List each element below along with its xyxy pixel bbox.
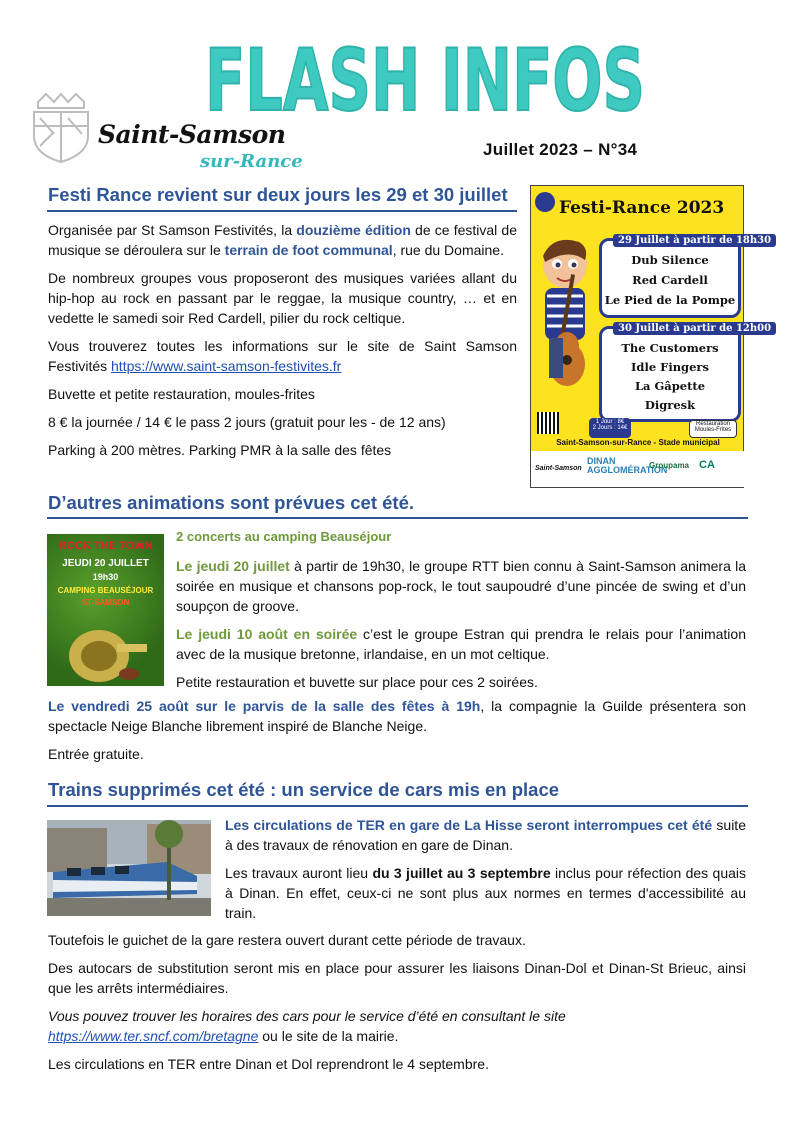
paragraph: Les travaux auront lieu du 3 juillet au 3 septembre inclus pour réfection des quais à Dinan. En effet, ceux-ci ne sont plus aux normes en termes d'accessibilité au train. xyxy=(225,865,747,921)
poster-title: Festi-Rance 2023 xyxy=(559,198,725,218)
band-name: Red Cardell xyxy=(632,273,708,287)
band-name: Dub Silence xyxy=(631,253,709,267)
subheading: 2 concerts au camping Beauséjour xyxy=(176,529,392,544)
day1-box xyxy=(599,238,741,318)
section1-heading: Festi Rance revient sur deux jours les 29 et 30 juillet xyxy=(48,184,508,205)
paragraph: Organisée par St Samson Festivités, la douzième édition de ce festival de musique se déroulera sur le terrain de foot communal, rue du Domaine. xyxy=(48,222,517,258)
svg-text:FLASH INFOS: FLASH INFOS xyxy=(205,31,645,131)
day2-box xyxy=(599,326,741,422)
paragraph: Vous trouverez toutes les informations sur le site de Saint Samson Festivités https://www.saint-samson-festivites.fr xyxy=(48,338,517,374)
section3-right-body xyxy=(225,815,746,923)
qr-code-icon xyxy=(537,412,559,434)
issue-date: Juillet 2023 – N°34 xyxy=(483,140,638,159)
band-name: Digresk xyxy=(644,398,696,412)
paragraph: Petite restauration et buvette sur place pour ces 2 soirées. xyxy=(176,674,538,690)
ter-link[interactable]: https://www.ter.sncf.com/bretagne xyxy=(48,1028,259,1044)
paragraph: Le vendredi 25 août sur le parvis de la salle des fêtes à 19h, la compagnie la Guilde présentera son spectacle Neige Blanche librement inspiré de Blanche Neige. xyxy=(48,698,746,734)
paragraph: Toutefois le guichet de la gare restera ouvert durant cette période de travaux. xyxy=(48,932,526,948)
paragraph: Le jeudi 20 juillet à partir de 19h30, le groupe RTT bien connu à Saint-Samson animera la soirée en musique et chansons pop-rock, le tout saupoudré d’une pincée de swing et d’un soupçon de groove. xyxy=(176,558,746,614)
day1-date: 29 Juillet à partir de 18h30 xyxy=(613,234,776,247)
guitarist-illustration-icon xyxy=(535,234,603,404)
sponsor-logo: CA xyxy=(699,459,715,471)
sponsor-logo: DINAN AGGLOMÉRATION xyxy=(587,456,668,475)
band-name: Le Pied de la Pompe xyxy=(604,293,736,307)
section2-right-body xyxy=(176,527,746,692)
sponsor-logo: Groupama xyxy=(649,461,690,470)
price-card: 1 Jour : 8€ 2 Jours : 14€ xyxy=(589,418,631,438)
badge-icon xyxy=(535,192,555,212)
section1-body xyxy=(48,220,517,460)
section2-heading: D’autres animations sont prévues cet été. xyxy=(48,492,415,513)
train-photo xyxy=(47,820,211,916)
paragraph: Entrée gratuite. xyxy=(48,746,144,762)
festi-rance-poster xyxy=(530,185,772,488)
day2-date: 30 Juillet à partir de 12h00 xyxy=(613,322,776,335)
paragraph: 8 € la journée / 14 € le pass 2 jours (gratuit pour les - de 12 ans) xyxy=(48,414,446,430)
trumpet-icon xyxy=(59,614,149,684)
logo-sur-rance: sur-Rance xyxy=(200,151,303,172)
paragraph: Le jeudi 10 août en soirée c’est le groupe Estran qui prendra le relais pour l’animation avec de la musique bretonne, irlandaise, en un mot celtique. xyxy=(176,626,746,662)
section2-rule xyxy=(47,517,748,519)
paragraph: Vous pouvez trouver les horaires des cars pour le service d’été en consultant le site https://www.ter.sncf.com/bretagne ou le site de la mairie. xyxy=(48,1008,566,1044)
band-name: The Customers xyxy=(621,341,719,355)
poster-sponsors xyxy=(531,451,745,487)
paragraph: Buvette et petite restauration, moules-frites xyxy=(48,386,315,402)
band-name: Idle Fingers xyxy=(631,360,709,374)
paragraph: Les circulations en TER entre Dinan et Dol reprendront le 4 septembre. xyxy=(48,1056,489,1072)
poster-venue: Saint-Samson-sur-Rance - Stade municipal xyxy=(556,438,720,447)
paragraph: Des autocars de substitution seront mis en place pour assurer les liaisons Dinan-Dol et Dinan-St Brieuc, ainsi que les arrêts intermédiaires. xyxy=(48,960,746,996)
section3-bottom-body xyxy=(48,930,746,1074)
sponsor-logo: Saint-Samson xyxy=(535,465,582,472)
town-crest-icon xyxy=(26,88,96,164)
paragraph: Les circulations de TER en gare de La Hisse seront interrompues cet été suite à des travaux de rénovation en gare de Dinan. xyxy=(225,817,746,853)
paragraph: De nombreux groupes vous proposeront des musiques variées allant du hip-hop au rock en passant par le reggae, la musique country, … et en vedette le samedi soir Red Cardell, pilier du rock celtique. xyxy=(48,270,517,326)
festivites-link[interactable]: https://www.saint-samson-festivites.fr xyxy=(111,358,342,374)
band-name: La Gâpette xyxy=(634,379,706,393)
section3-heading: Trains supprimés cet été : un service de cars mis en place xyxy=(48,779,560,800)
rock-the-town-photo: ROCK THE TOWN JEUDI 20 JUILLET 19h30 CAMPING BEAUSÉJOUR ST-SAMSON xyxy=(47,534,164,686)
section2-bottom-body xyxy=(48,696,746,764)
paragraph: Parking à 200 mètres. Parking PMR à la salle des fêtes xyxy=(48,442,392,458)
food-card: Restauration Moules-Frites xyxy=(689,420,737,438)
logo-saint-samson: Saint-Samson xyxy=(98,120,286,149)
section3-rule xyxy=(47,805,748,807)
flash-infos-title xyxy=(190,18,660,131)
section1-rule xyxy=(47,210,517,212)
